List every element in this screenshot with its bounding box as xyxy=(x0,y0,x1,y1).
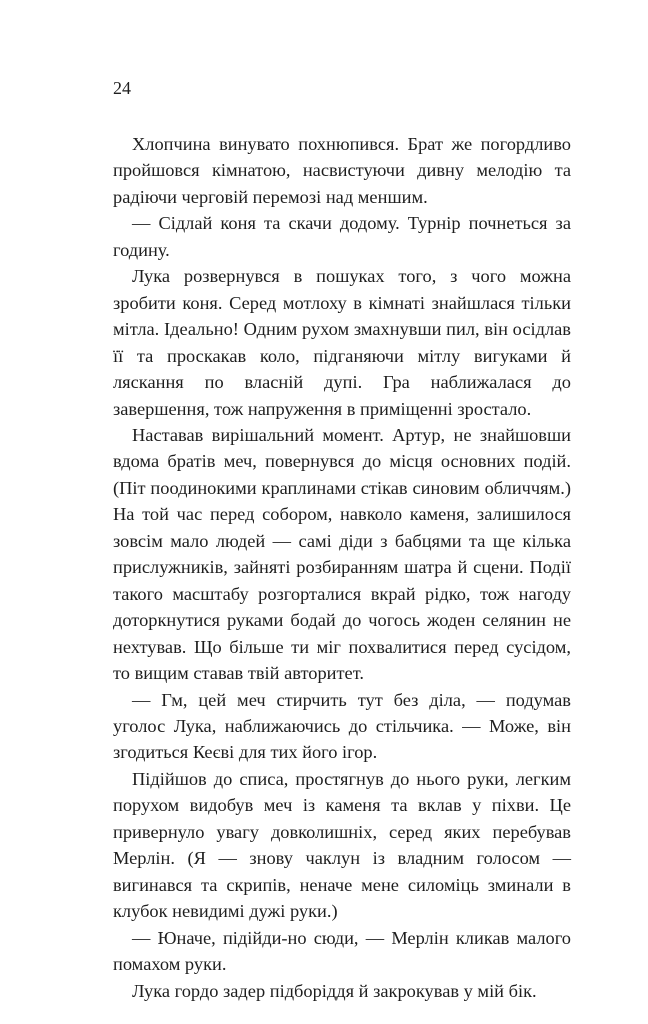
paragraph: Підійшов до списа, простягнув до нього руки, легким порухом видобув меч із каменя та вклав у піхви. Це привернуло увагу довколишніх, серед яких перебував Мерлін. (Я — знову чаклун із владним голосом — вигинався та скрипів, неначе мене силоміць зминали в клубок невидимі дужі руки.) xyxy=(113,768,571,922)
paragraph: Лука розвернувся в пошуках того, з чого можна зробити коня. Серед мотлоху в кімнаті знайшлася тільки мітла. Ідеально! Одним рухом змахнувши пил, він осідлав її та проскакав коло, підганяючи мітлу вигуками й ляскання по власній дупі. Гра наближалася до завершення, тож напруження в приміщенні зростало. xyxy=(113,266,571,419)
body-text xyxy=(113,131,571,1004)
paragraph: Лука гордо задер підборіддя й закрокував у мій бік. xyxy=(132,980,537,1001)
paragraph: Хлопчина винувато похнюпився. Брат же погордливо пройшовся кімнатою, насвистуючи дивну мелодію та радіючи черговій перемозі над меншим. xyxy=(113,134,571,207)
paragraph: — Сідлай коня та скачи додому. Турнір почнеться за годину. xyxy=(113,213,571,260)
paragraph: — Гм, цей меч стирчить тут без діла, — подумав уголос Лука, наближаючись до стільчика. — Може, він згодиться Кеєві для тих його ігор. xyxy=(113,689,571,763)
paragraph: — Юначе, підійди-но сюди, — Мерлін кликав малого помахом руки. xyxy=(113,927,571,975)
page-number: 24 xyxy=(113,78,131,98)
paragraph: Наставав вирішальний момент. Артур, не знайшовши вдома братів меч, повернувся до місця основних подій. (Піт поодинокими краплинами стікав синовим обличчям.) На той час перед собором, навколо каменя, залишилося зовсім мало людей — самі діди з бабцями та ще кілька прислужників, зайняті розбиранням шатра й сцени. Події такого масштабу розгорталися вкрай рідко, тож нагоду доторкнутися руками бодай до чогось жоден селянин не нехтував. Що більше ти міг похвалитися перед сусідом, то вищим ставав твій авторитет. xyxy=(113,424,571,684)
